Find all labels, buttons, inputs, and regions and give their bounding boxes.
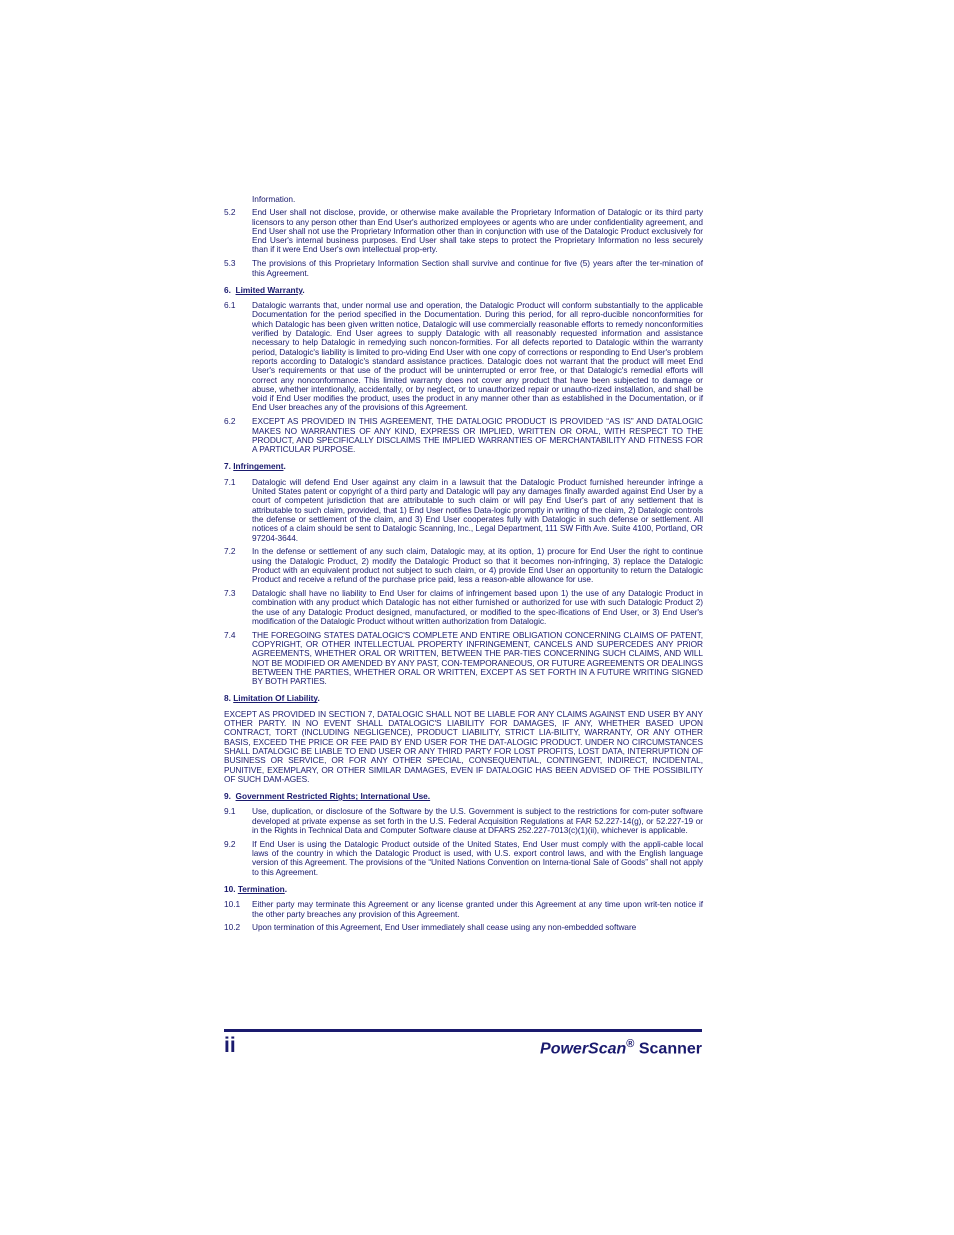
- section-10-1: [224, 900, 703, 919]
- product-name: Scanner: [634, 1040, 702, 1058]
- heading-title: Limited Warranty: [235, 284, 303, 295]
- heading-limited-warranty: [224, 286, 703, 295]
- section-7-1: [224, 478, 703, 543]
- section-text: If End User is using the Datalogic Product outside of the United States, End User must comply with the appli-cable local laws of the country in which the Datalogic Product is used, with U.S. export control laws, and with the English language version of this Agreement. The provisions of the “United Nations Convention on Interna-tional Sale of Goods” shall not apply to this Agreement.: [252, 838, 703, 877]
- section-number: 10.2: [224, 922, 241, 933]
- section-number: 9.1: [224, 806, 236, 817]
- section-text: Either party may terminate this Agreement or any license granted under this Agreement at any time upon writ-ten notice if the other party breaches any provision of this Agreement.: [252, 899, 703, 919]
- document-page: [224, 195, 703, 937]
- section-text: Upon termination of this Agreement, End User immediately shall cease using any non-embedded software: [252, 922, 637, 933]
- heading-number: 10.: [224, 884, 236, 894]
- section-5-2: [224, 208, 703, 254]
- section-text: In the defense or settlement of any such claim, Datalogic may, at its option, 1) procure for End User the right to continue using the Datalogic Product, 2) modify the Datalogic Product so that it becomes non-infringing, 3) replace the Datalogic Product with an equivalent product not subject to such claim, or 4) provide End User an opportunity to return the Datalogic Product and receive a refund of the purchase price paid, less a reason-able allowance for use.: [252, 546, 703, 585]
- section-text: Datalogic shall have no liability to End User for claims of infringement based upon 1) the use of any Datalogic Product in combination with any product which Datalogic has not either furnished or authorized for use with such Datalogic Product 2) the use of any Datalogic Product designed, manufactured, or modified to the spec-ifications of End User, or 3) End User's modification of the Datalogic Product without written authorization from Datalogic.: [252, 587, 703, 626]
- section-number: 6.2: [224, 416, 236, 427]
- section-number: 7.2: [224, 546, 236, 557]
- section-7-3: [224, 589, 703, 626]
- heading-dot: .: [302, 284, 305, 295]
- running-title: [540, 1038, 702, 1058]
- section-text: End User shall not disclose, provide, or otherwise make available the Proprietary Information of Datalogic or its third party licensors to any person other than End User's authorized employees or agents who are under confidentiality agreement, and End User shall not use the Proprietary Information other than in conjunction with use of the Datalogic Product exclusively for End User's internal business purposes. End User shall take steps to protect the Proprietary Information no less securely than if it were End User's own intellectual prop-erty.: [252, 207, 703, 255]
- heading-number: 7.: [224, 461, 231, 472]
- footer-row: [224, 1032, 702, 1058]
- section-number: 5.3: [224, 258, 236, 269]
- page-number: ii: [224, 1034, 236, 1057]
- section-text: Use, duplication, or disclosure of the Software by the U.S. Government is subject to the restrictions for com-puter software developed at private expense as set forth in the U.S. Federal Acquisition Regulations at FAR 52.227-14(g), or 52.227-19 or in the Rights in Technical Data and Computer Software clause at DFARS 252.227-7013(c)(1)(ii), whichever is applicable.: [252, 806, 703, 836]
- heading-number: 9.: [224, 791, 231, 802]
- section-number: 6.1: [224, 300, 236, 311]
- section-text: THE FOREGOING STATES DATALOGIC'S COMPLETE AND ENTIRE OBLIGATION CONCERNING CLAIMS OF PATENT, COPYRIGHT, OR OTHER INTELLECTUAL PROPERTY INFRINGEMENT, CANCELS AND SUPERCEDES ANY PRIOR AGREEMENTS, WHETHER ORAL OR WRITTEN, BETWEEN THE PAR-TIES CONCERNING SUCH CLAIMS, AND WILL NOT BE MODIFIED OR AMENDED BY ANY PAST, CON-TEMPORANEOUS, OR FUTURE AGREEMENTS OR DEALINGS BETWEEN THE PARTIES, WHETHER ORAL OR WRITTEN, EXCEPT AS SET FORTH IN A FUTURE WRITING SIGNED BY BOTH PARTIES.: [252, 629, 703, 687]
- section-text: EXCEPT AS PROVIDED IN THIS AGREEMENT, THE DATALOGIC PRODUCT IS PROVIDED “AS IS” AND DATALOGIC MAKES NO WARRANTIES OF ANY KIND, EXPRESS OR IMPLIED, WRITTEN OR ORAL, WITH RESPECT TO THE PRODUCT, AND SPECIFICALLY DISCLAIMS THE IMPLIED WARRANTIES OF MERCHANTABILITY AND FITNESS FOR A PARTICULAR PURPOSE.: [252, 416, 703, 455]
- section-number: 5.2: [224, 207, 236, 218]
- section-6-2: [224, 417, 703, 454]
- section-5-3: [224, 259, 703, 278]
- section-10-2: [224, 923, 703, 932]
- page-footer: [224, 1029, 702, 1058]
- section-9-2: [224, 840, 703, 877]
- heading-title: Government Restricted Rights; International Use.: [235, 791, 431, 802]
- section-7-4: [224, 631, 703, 687]
- section-text: Datalogic will defend End User against any claim in a lawsuit that the Datalogic Product furnished hereunder infringe a United States patent or copyright of a third party and Datalogic will pay any damages finally awarded against End User by a court of competent jurisdiction that are attributable to such claim or will pay End User's part of any settlement that is attributable to such claim, provided, that 1) End User notifies Data-logic promptly in writing of the claim, 2) Datalogic controls the defense or settlement of the claim, and 3) End User cooperates fully with Datalogic in such defense or settlement. All notices of a claim should be sent to Datalogic Scanning, Inc., Legal Department, 111 SW Fifth Ave. Suite 4100, Portland, OR 97204-3644.: [252, 476, 703, 543]
- registered-mark: ®: [626, 1038, 635, 1050]
- section-8-text: EXCEPT AS PROVIDED IN SECTION 7, DATALOGIC SHALL NOT BE LIABLE FOR ANY CLAIMS AGAINST END USER BY ANY OTHER PARTY. IN NO EVENT SHALL DATALOGIC'S LIABILITY FOR DAMAGES, IF ANY, WHETHER BASED UPON CONTRACT, TORT (INCLUDING NEGLIGENCE), PRODUCT LIABILITY, STRICT LIA-BILITY, WARRANTY, OR ANY OTHER BASIS, EXCEED THE PRICE OR FEE PAID BY END USER FOR THE DAT-ALOGIC PRODUCT. UNDER NO CIRCUMSTANCES SHALL DATALOGIC BE LIABLE TO END USER OR ANY THIRD PARTY FOR LOST PROFITS, LOST DATA, INTERRUPTION OF BUSINESS OR SERVICE, OR FOR ANY OTHER SPECIAL, CONSEQUENTIAL, CONTINGENT, INDIRECT, INCIDENTAL, PUNITIVE, EXEMPLARY, OR OTHER SIMILAR DAMAGES, EVEN IF DATALOGIC HAS BEEN ADVISED OF THE POSSIBILITY OF SUCH DAM-AGES.: [224, 708, 703, 784]
- heading-infringement: [224, 462, 703, 471]
- heading-title: Limitation Of Liability: [233, 693, 318, 704]
- heading-number: 8.: [224, 693, 231, 704]
- brand-name: PowerScan: [540, 1040, 627, 1058]
- section-text: Datalogic warrants that, under normal use and operation, the Datalogic Product will conform substantially to the applicable Documentation for the period specified in the Documentation. During this period, for all repro-ducible nonconformities for which Datalogic has been given written notice, Datalogic will use commercially reasonable efforts to remedy nonconformities verified by Datalogic. End User agrees to supply Datalogic with all reasonably requested information and assistance necessary to help Datalogic in remedying such noncon-formities. For all defects reported to Datalogic within the warranty period, Datalogic's liability is limited to pro-viding End User with one copy of corrections or responding to End User's problem reports according to Datalogic's standard assistance practices. Datalogic does not warrant that the product will meet End User's requirements or that use of the product will be uninterrupted or error free, or that Datalogic's remedial efforts will correct any nonconformance. This limited warranty does not cover any product that have been subjected to damage or abuse, whether intentionally, accidentally, or by neglect, or to unauthorized repair or unautho-rized installation, and shall be void if End User modifies the product, uses the product in any manner other than as established in the Documentation, or if End User breaches any of the provisions of this Agreement.: [252, 300, 703, 413]
- heading-dot: .: [317, 693, 320, 704]
- heading-title: Infringement: [233, 461, 284, 472]
- heading-title: Termination: [237, 884, 285, 894]
- section-text: The provisions of this Proprietary Information Section shall survive and continue for five (5) years after the ter-mination of this Agreement.: [252, 258, 703, 278]
- heading-government-rights: [224, 792, 703, 801]
- heading-termination: [224, 885, 703, 894]
- section-number: 7.1: [224, 476, 236, 487]
- section-7-2: [224, 547, 703, 584]
- section-number: 9.2: [224, 838, 236, 849]
- intro-continuation: Information.: [252, 194, 296, 204]
- section-number: 10.1: [224, 899, 241, 910]
- heading-dot: .: [284, 884, 288, 894]
- section-6-1: [224, 301, 703, 413]
- section-number: 7.3: [224, 587, 236, 598]
- heading-number: 6.: [224, 284, 231, 295]
- section-number: 7.4: [224, 629, 236, 640]
- heading-dot: .: [283, 461, 286, 472]
- section-9-1: [224, 807, 703, 835]
- heading-limitation-of-liability: [224, 694, 703, 703]
